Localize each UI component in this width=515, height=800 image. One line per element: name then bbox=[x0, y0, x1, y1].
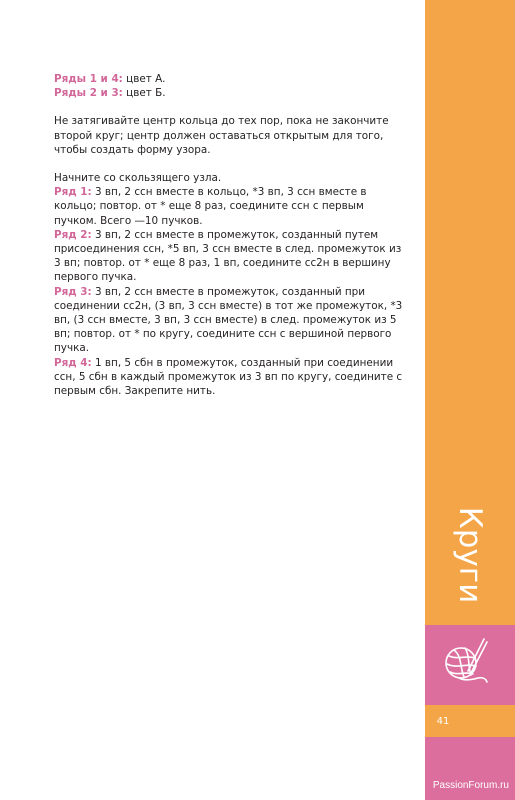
row-instruction bbox=[54, 285, 409, 356]
colorkey-label: Ряды 1 и 4: bbox=[54, 73, 123, 85]
yarn-ball-icon bbox=[440, 636, 490, 686]
row-label: Ряд 1: bbox=[54, 186, 92, 199]
page-text bbox=[54, 72, 409, 398]
page-number: 41 bbox=[436, 715, 450, 727]
row-text: 3 вп, 2 ссн вместе в промежуток, созданный при соединении сс2н, (3 вп, 3 ссн вместе) в тот же промежуток, *3 вп, (3 ссн вместе, 3 вп, 3 ссн вместе) в след. промежуток из 5 вп; повтор. от * по кругу, соедините ссн с вершиной первого пучка. bbox=[54, 285, 403, 355]
row-label: Ряд 3: bbox=[54, 285, 92, 298]
colorkey-line bbox=[54, 86, 409, 100]
row-text: 3 вп, 2 ссн вместе в кольцо, *3 вп, 3 ссн вместе в кольцо; повтор. от * еще 8 раз, соедините ссн с первым пучком. Всего —10 пучков. bbox=[54, 186, 367, 227]
row-instruction bbox=[54, 185, 409, 228]
colorkey-text: цвет А. bbox=[122, 73, 166, 85]
row-label: Ряд 4: bbox=[54, 356, 92, 369]
colorkey-text: цвет Б. bbox=[122, 87, 166, 100]
row-text: 3 вп, 2 ссн вместе в промежуток, созданный путем присоединения ссн, *5 вп, 3 ссн вместе в след. промежуток из 3 вп; повтор. от * еще 8 раз, 1 вп, соедините сс2н в вершину первого пучка. bbox=[54, 228, 402, 284]
row-instruction bbox=[54, 356, 409, 399]
row-label: Ряд 2: bbox=[54, 228, 92, 241]
row-text: 1 вп, 5 сбн в промежуток, созданный при соединении ссн, 5 сбн в каждый промежуток из 3 вп по кругу, соедините с первым сбн. Закрепите нить. bbox=[54, 356, 403, 398]
watermark: PassionForum.ru bbox=[432, 780, 509, 791]
sidebar-title: Круги bbox=[452, 506, 488, 604]
row-instruction bbox=[54, 228, 409, 285]
intro-paragraph: Начните со скользящего узла. bbox=[54, 172, 222, 185]
colorkey-line bbox=[54, 72, 409, 86]
colorkey-label: Ряды 2 и 3: bbox=[54, 87, 123, 100]
note-paragraph: Не затягивайте центр кольца до тех пор, пока не закончите второй круг; центр должен оставаться открытым для того, чтобы создать форму узора. bbox=[54, 115, 389, 156]
sidebar-title-box bbox=[425, 490, 515, 620]
